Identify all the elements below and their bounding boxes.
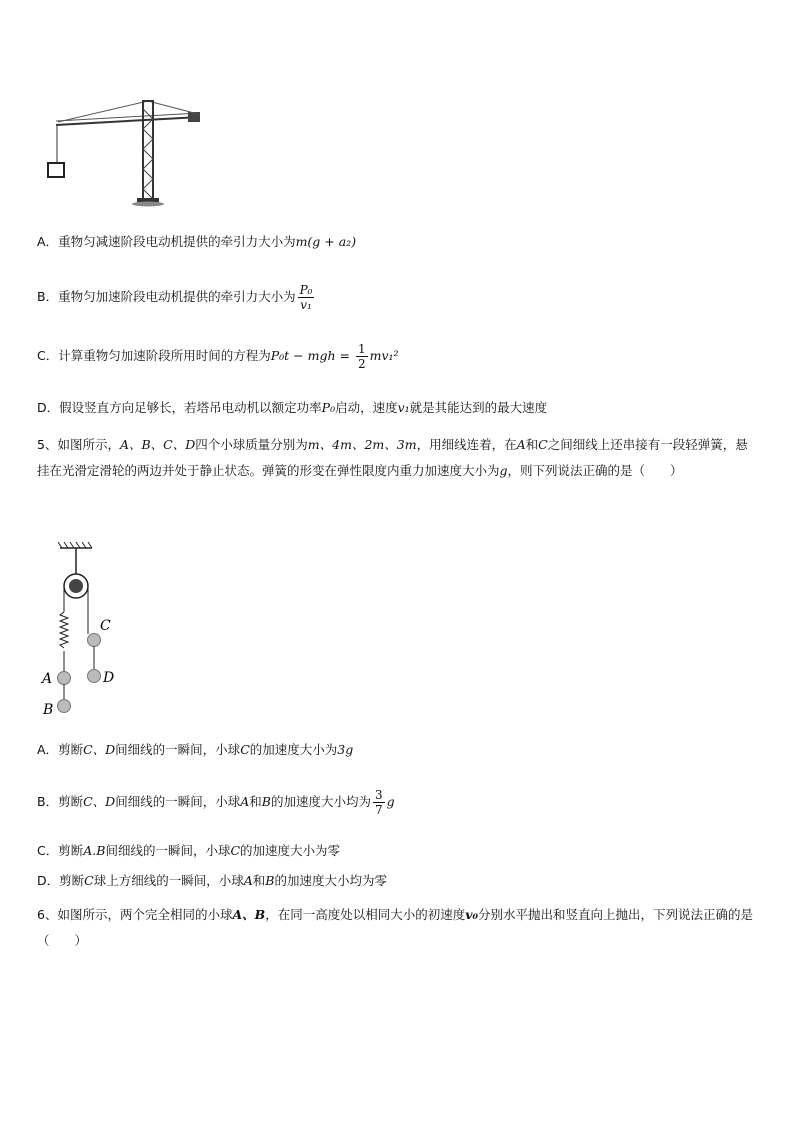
- q4-option-d: [37, 398, 547, 418]
- option-text: 间细线的一瞬间，小球: [115, 794, 241, 809]
- q4-option-c: [37, 339, 399, 373]
- option-text: 假设竖直方向足够长，若塔吊电动机以额定功率: [59, 400, 322, 415]
- option-text: 剪断: [58, 794, 84, 809]
- q5-stem: [37, 432, 757, 484]
- stem-text: 和: [525, 437, 539, 452]
- option-text: 间细线的一瞬间，小球: [115, 742, 241, 757]
- symbol-v0: v₀: [465, 907, 478, 922]
- option-text: 和: [249, 794, 262, 809]
- symbol: C: [230, 843, 241, 858]
- symbol-c: C: [538, 437, 548, 452]
- ball-names: A、B、C、D: [119, 437, 196, 452]
- numerator: 1: [357, 342, 366, 356]
- symbol: A.B: [83, 843, 106, 858]
- option-text: 剪断: [59, 873, 85, 888]
- option-text: 就是其能达到的最大速度: [409, 400, 548, 415]
- q5-option-a: [37, 740, 353, 760]
- formula: m(g + a₂): [295, 234, 357, 249]
- q4-option-b: [37, 280, 316, 314]
- symbol-g: g: [499, 463, 508, 478]
- option-text: 重物匀加速阶段电动机提供的牵引力大小为: [58, 289, 296, 304]
- option-label: C．: [37, 348, 59, 363]
- label-d: D: [103, 670, 115, 686]
- fraction: [298, 283, 315, 312]
- label-a: A: [42, 671, 53, 687]
- option-label: C．: [37, 843, 59, 858]
- option-label: D．: [37, 400, 60, 415]
- q5-option-b: [37, 785, 395, 819]
- denominator: 2: [357, 357, 366, 371]
- symbol-p0: P₀: [321, 400, 336, 415]
- symbol: B: [265, 873, 275, 888]
- stem-text: 分别水平抛出和竖直向上抛出，下列说法正确的是（ ）: [37, 907, 754, 948]
- option-text: 计算重物匀加速阶段所用时间的方程为: [58, 348, 271, 363]
- answer-value: 3g: [337, 742, 354, 757]
- option-label: A．: [37, 742, 59, 757]
- option-text: 启动，速度: [335, 400, 398, 415]
- symbol: C: [240, 742, 250, 757]
- symbol: B: [261, 794, 271, 809]
- option-text: 球上方细线的一瞬间，小球: [93, 873, 244, 888]
- symbol-v1: v₁: [397, 400, 410, 415]
- q5-option-d: [37, 871, 387, 891]
- option-text: 的加速度大小为零: [240, 843, 341, 858]
- option-text: 的加速度大小均为零: [274, 873, 387, 888]
- option-label: A．: [37, 234, 59, 249]
- stem-text: ，在同一高度处以相同大小的初速度: [265, 907, 466, 922]
- label-b: B: [43, 702, 54, 718]
- q6-stem: [37, 902, 757, 954]
- label-c: C: [100, 618, 111, 634]
- formula-lhs: P₀t − mgh =: [270, 348, 354, 363]
- option-text: 剪断: [58, 843, 84, 858]
- q5-option-c: [37, 841, 340, 861]
- denominator: v₁: [300, 298, 312, 312]
- symbol: C、D: [83, 742, 116, 757]
- ball-masses: m、4m、2m、3m: [307, 437, 417, 452]
- stem-text: ，用细线连着，在: [416, 437, 517, 452]
- stem-text: 6、如图所示，两个完全相同的小球: [37, 907, 233, 922]
- pulley-spring-figure: [36, 540, 126, 720]
- stem-text: 四个小球质量分别为: [195, 437, 308, 452]
- option-text: 的加速度大小均为: [270, 794, 371, 809]
- formula-rhs: mv₁²: [369, 348, 399, 363]
- tower-crane-figure: [40, 95, 210, 210]
- option-text: 间细线的一瞬间，小球: [105, 843, 231, 858]
- stem-text: 5、如图所示，: [37, 437, 120, 452]
- numerator: 3: [374, 788, 383, 802]
- option-text: 的加速度大小为: [249, 742, 338, 757]
- numerator: P₀: [299, 283, 313, 297]
- symbol-a: A: [516, 437, 526, 452]
- option-text: 剪断: [58, 742, 84, 757]
- option-text: 重物匀减速阶段电动机提供的牵引力大小为: [58, 234, 296, 249]
- fraction: [373, 788, 385, 817]
- option-text: 和: [252, 873, 266, 888]
- stem-text: ，则下列说法正确的是（ ）: [507, 463, 683, 478]
- stem-text: 之间细线上还串接有一段轻弹簧，悬挂在光滑定滑轮的两边并处于静止状态。弹簧的形变在弹性限度内重力加速度大小为: [37, 437, 748, 478]
- symbol: A: [240, 794, 250, 809]
- q4-option-a: [37, 232, 356, 252]
- symbol: C、D: [83, 794, 116, 809]
- symbol: A: [243, 873, 253, 888]
- option-label: D．: [37, 873, 60, 888]
- symbol: C: [84, 873, 94, 888]
- fraction: [356, 342, 368, 371]
- option-label: B．: [37, 794, 59, 809]
- denominator: 7: [374, 803, 383, 817]
- symbol: A、B: [232, 907, 266, 922]
- symbol-g: g: [386, 794, 395, 809]
- option-label: B．: [37, 289, 59, 304]
